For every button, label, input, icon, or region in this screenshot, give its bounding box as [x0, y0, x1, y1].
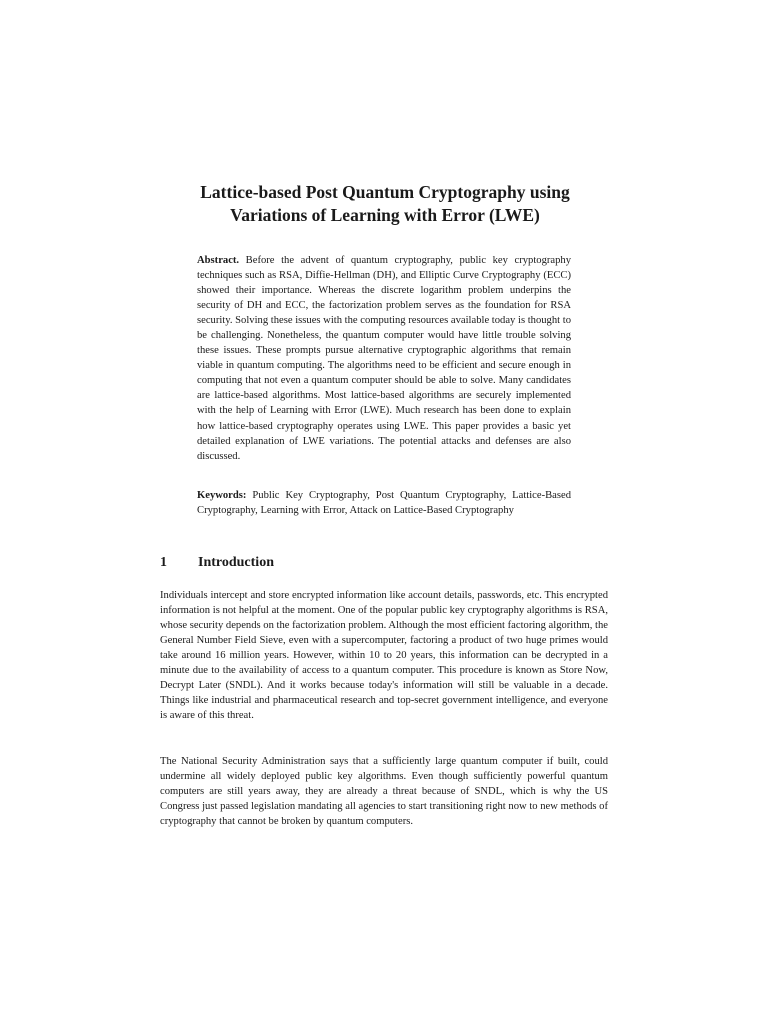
keywords-text: Public Key Cryptography, Post Quantum Cryptography, Lattice-Based Cryptography, Learning with Error, Attack on Lattice-Based Cryptography — [197, 490, 571, 517]
keywords-label: Keywords: — [197, 490, 247, 501]
abstract-text: Before the advent of quantum cryptography, public key cryptography techniques such as RSA, Diffie-Hellman (DH), and Elliptic Curve Cryptography (ECC) showed their importance. Whereas the discrete logarithm problem underpins the security of DH and ECC, the factorization problem serves as the foundation for RSA security. Solving these issues with the computing resources available today is thought to be challenging. Nonetheless, the quantum computer would have little trouble solving these issues. These prompts pursue alternative cryptographic algorithms that remain viable in quantum computing. The algorithms need to be efficient and secure enough in computing that not even a quantum computer should be able to solve. Many candidates are lattice-based algorithms. Most lattice-based algorithms are securely implemented with the help of Learning with Error (LWE). Much research has been done to explain how lattice-based cryptography operates using LWE. This paper provides a basic yet detailed explanation of LWE variations. The potential attacks and defenses are also discussed. — [197, 255, 571, 462]
body-paragraph: Individuals intercept and store encrypted information like account details, passwords, etc. This encrypted information is not helpful at the moment. One of the popular public key cryptography algorithms is RSA, whose security depends on the factorization problem. Although the most efficient factoring algorithm, the General Number Field Sieve, even with a supercomputer, factoring a product of two huge primes would take around 16 million years. However, within 10 to 20 years, this information can be decrypted in a minute due to the availability of access to a quantum computer. This procedure is known as Store Now, Decrypt Later (SNDL). And it works because today's information will still be valuable in a decade. Things like industrial and pharmaceutical research and top-secret government intelligence, and everyone is aware of this threat. — [160, 590, 608, 722]
keywords — [197, 488, 571, 518]
abstract — [197, 253, 571, 464]
section-heading — [160, 554, 610, 572]
abstract-label: Abstract. — [197, 255, 240, 266]
section-number: 1 — [160, 555, 167, 570]
section-title: Introduction — [198, 555, 274, 570]
paper-title: Lattice-based Post Quantum Cryptography using Variations of Learning with Error (LWE) — [200, 182, 570, 225]
body-paragraph: The National Security Administration says that a sufficiently large quantum computer if built, could undermine all widely deployed public key algorithms. Even though sufficiently powerful quantum computers are still years away, they are already a threat because of SNDL, which is why the US Congress just passed legislation mandating all agencies to start transitioning right now to new methods of cryptography that cannot be broken by quantum computers. — [160, 756, 608, 828]
